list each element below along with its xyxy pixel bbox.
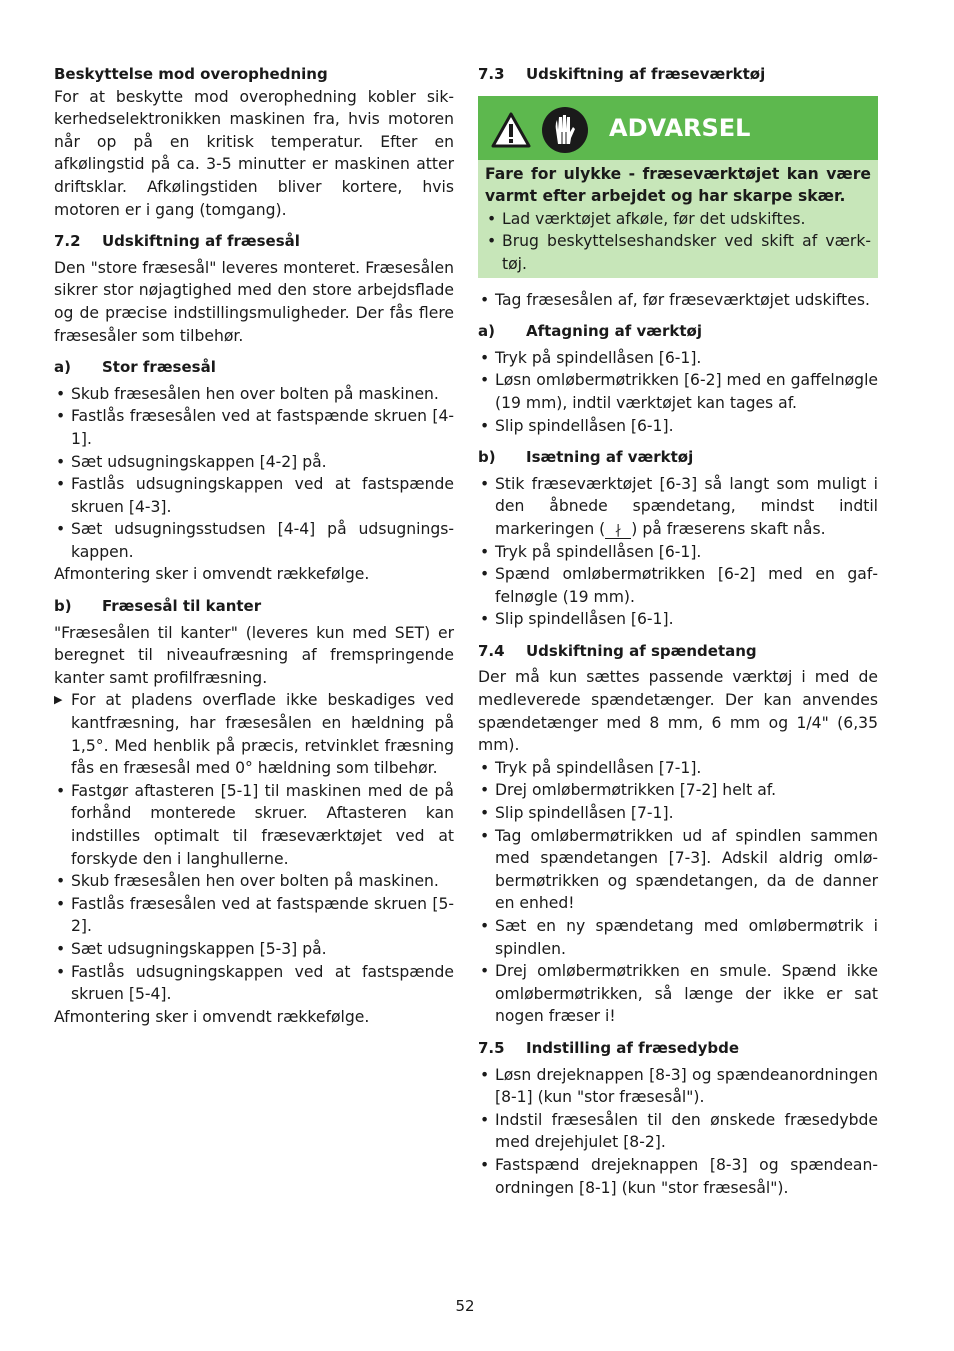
subsection-title: Fræsesål til kanter: [102, 597, 262, 616]
list-item: [478, 473, 878, 541]
warning-triangle-icon: [491, 112, 531, 148]
section-title: Udskiftning af fræseværktøj: [526, 65, 766, 83]
list-item: • Sæt udsugningskappen [5-3] på.: [54, 938, 454, 961]
warning-body: [478, 160, 878, 278]
subsection-letter: b): [54, 597, 72, 616]
list-item: • Tryk på spindellåsen [6-1].: [478, 347, 878, 370]
list-item: • Fastgør aftasteren [5-1] til maskinen med de på forhånd monterede skruer. Aftasteren kan indstilles optimalt til fræseværktøjet ved at forskyde den i langhullerne.: [54, 780, 454, 870]
section-7-3-heading: [478, 63, 878, 86]
removal-note: Afmontering sker i omvendt rækkefølge.: [54, 565, 370, 584]
removal-note: Afmontering sker i omvendt rækkefølge.: [54, 1007, 370, 1026]
subsection-title: Isætning af værktøj: [526, 448, 694, 467]
list-item: • Fastlås fræsesålen ved at fastspænde skruen [4-1].: [54, 405, 454, 450]
left-column: [54, 63, 454, 1028]
tool-change-steps: [478, 289, 878, 312]
warning-title: ADVARSEL: [609, 113, 751, 142]
list-item: • Skub fræsesålen hen over bolten på maskinen.: [54, 870, 454, 893]
list-item: • Tag fræsesålen af, før fræseværktøjet udskiftes.: [478, 289, 878, 312]
section-title: Udskiftning af spændetang: [526, 641, 757, 660]
subsection-b-heading: [478, 446, 878, 469]
tool-removal-steps: [478, 347, 878, 437]
section-title: Udskiftning af fræsesål: [102, 232, 300, 251]
section-7-2-heading: [54, 230, 454, 253]
list-item: • Indstil fræsesålen til den ønskede fræsedybde med drejehjulet [8-2].: [478, 1109, 878, 1154]
list-item: • Fastlås udsugningskappen ved at fastspænde skruen [5-4].: [54, 961, 454, 1006]
protective-gloves-icon: [541, 106, 589, 154]
section-title: Indstilling af fræsedybde: [526, 1038, 740, 1057]
insertion-text-end: ) på fræserens skaft nås.: [631, 519, 826, 538]
warning-box: [478, 96, 878, 278]
list-item: • Tryk på spindellåsen [7-1].: [478, 757, 878, 780]
list-item: • Slip spindellåsen [6-1].: [478, 608, 878, 631]
subsection-b-heading: [54, 595, 454, 618]
list-item: • Brug beskyttelseshandsker ved skift af værktøj.: [485, 230, 871, 275]
list-item: • Drej omløbermøtrikken en smule. Spænd ikke omløbermøtrikken, så længe der ikke er sat nogen fræser i!: [478, 960, 878, 1028]
tool-insertion-steps: [478, 473, 878, 631]
warning-list: [485, 208, 871, 276]
list-item: • Sæt udsugningsstudsen [4-4] på udsugningskappen.: [54, 518, 454, 563]
section-7-4-paragraph: Der må kun sættes passende værktøj i med de medleverede spændetænger. Der kan anvendes spændetænger med 8 mm, 6 mm og 1/4" (6,35 mm).: [478, 668, 878, 755]
subsection-letter: a): [478, 322, 495, 341]
subsection-title: Aftagning af værktøj: [526, 322, 702, 341]
list-item: • Løsn drejeknappen [8-3] og spændeanordningen [8-1] (kun "stor fræsesål").: [478, 1064, 878, 1109]
section-number: 7.5: [478, 1038, 505, 1057]
list-item: ▶ For at pladens overflade ikke beskadiges ved kantfræsning, har fræsesålen en hældning på 1,5°. Med henblik på præcis, retvinklet fræsning fås en fræsesål med 0° hældning som tilbehør.: [54, 689, 454, 779]
list-item: • Slip spindellåsen [6-1].: [478, 415, 878, 438]
edge-sole-steps: [54, 780, 454, 1006]
warning-text: Fare for ulykke - fræseværktøjet kan være varmt efter arbejdet og har skarpe skær.: [485, 164, 871, 206]
section-number: 7.2: [54, 232, 81, 251]
overheat-paragraph: For at beskytte mod overophedning kobler sikkerhedselektronikken maskinen fra, hvis motoren når op på en kritisk temperatur. Efter en afkølingstid på ca. 3-5 minutter er maskinen atter driftsklar. Afkølingstiden bliver kortere, hvis motoren er i gang (tomgang).: [54, 87, 454, 219]
section-number: 7.3: [478, 65, 505, 83]
list-item: • Skub fræsesålen hen over bolten på maskinen.: [54, 383, 454, 406]
right-column: [478, 63, 878, 1199]
list-item: • Tryk på spindellåsen [6-1].: [478, 541, 878, 564]
page-number: 52: [455, 1297, 475, 1315]
subsection-a-heading: [478, 320, 878, 343]
insertion-text-start: Stik fræseværktøjet [6-3] så langt som muligt i den åbnede spændetang, mindst indtil markeringen (: [495, 474, 878, 538]
section-7-4-heading: [478, 640, 878, 663]
list-item: • Sæt en ny spændetang med omløbermøtrik i spindlen.: [478, 915, 878, 960]
list-item: • Drej omløbermøtrikken [7-2] helt af.: [478, 779, 878, 802]
section-number: 7.4: [478, 641, 505, 660]
list-item: • Spænd omløbermøtrikken [6-2] med en gaffelnøgle (19 mm).: [478, 563, 878, 608]
list-item: • Sæt udsugningskappen [4-2] på.: [54, 451, 454, 474]
list-item: • Fastspænd drejeknappen [8-3] og spændeanordningen [8-1] (kun "stor fræsesål").: [478, 1154, 878, 1199]
list-item: • Tag omløbermøtrikken ud af spindlen sammen med spændetangen [7-3]. Adskil aldrig omløbermøtrikken og spændetangen, da de danner en enhed!: [478, 825, 878, 915]
depth-setting-steps: [478, 1064, 878, 1200]
overheat-heading: Beskyttelse mod overophedning: [54, 65, 328, 83]
subsection-a-heading: [54, 356, 454, 379]
list-item: • Slip spindellåsen [7-1].: [478, 802, 878, 825]
section-7-2-paragraph: Den "store fræsesål" leveres monteret. Fræsesålen sikrer stor nøjagtighed med den store arbejdsflade og de præcise indstillingsmuligheder. Der fås flere fræsesåler som tilbehør.: [54, 258, 454, 345]
subsection-title: Stor fræsesål: [102, 358, 216, 377]
warning-header: [478, 96, 878, 160]
large-sole-steps: [54, 383, 454, 564]
subsection-letter: a): [54, 358, 71, 377]
subsection-letter: b): [478, 448, 496, 467]
section-7-5-heading: [478, 1037, 878, 1060]
list-item: • Fastlås fræsesålen ved at fastspænde skruen [5-2].: [54, 893, 454, 938]
list-item: • Lad værktøjet afkøle, før det udskiftes.: [485, 208, 871, 231]
edge-sole-note: [54, 689, 454, 779]
edge-sole-paragraph: "Fræsesålen til kanter" (leveres kun med SET) er beregnet til niveaufræsning af fremspringende kanter samt profilfræsning.: [54, 623, 454, 687]
list-item: • Fastlås udsugningskappen ved at fastspænde skruen [4-3].: [54, 473, 454, 518]
collet-change-steps: [478, 757, 878, 1028]
marking-symbol-icon: ∤: [605, 523, 631, 539]
list-item: • Løsn omløbermøtrikken [6-2] med en gaffelnøgle (19 mm), indtil værktøjet kan tages af.: [478, 369, 878, 414]
